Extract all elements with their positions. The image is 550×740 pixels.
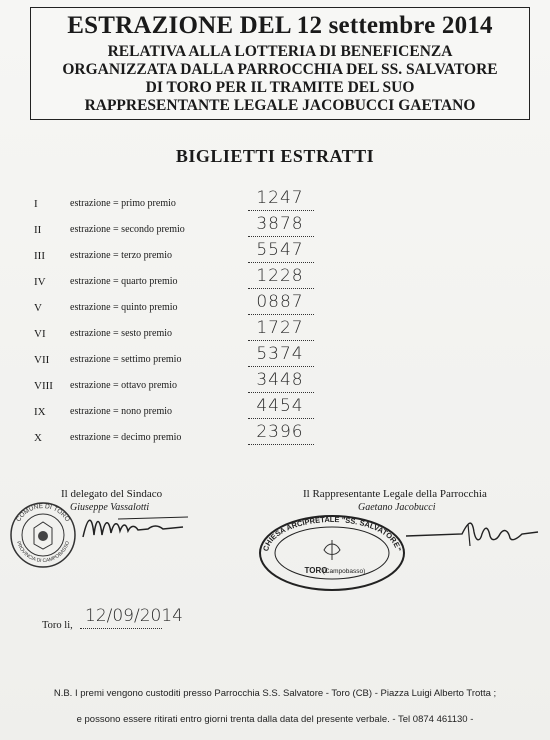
draw-ticket-number: 5374 [256, 344, 304, 364]
draw-roman-numeral: II [34, 224, 42, 236]
left-signature-name: Giuseppe Vassalotti [70, 502, 150, 513]
draw-roman-numeral: I [34, 198, 38, 210]
header-line-2: ORGANIZZATA DALLA PARROCCHIA DEL SS. SALVATORE [62, 61, 498, 78]
section-title: BIGLIETTI ESTRATTI [175, 146, 375, 166]
draw-roman-numeral: IV [34, 276, 46, 288]
draw-ticket-number: 4454 [256, 396, 304, 416]
draw-roman-numeral: VII [34, 354, 50, 366]
ticket-underline [248, 287, 314, 289]
draw-label: estrazione = decimo premio [70, 432, 182, 443]
draw-row [0, 318, 550, 344]
ticket-underline [248, 235, 314, 237]
draw-ticket-number: 1247 [256, 188, 304, 208]
draw-row [0, 214, 550, 240]
date-line [80, 628, 162, 629]
draw-label: estrazione = nono premio [70, 406, 172, 417]
draw-row [0, 188, 550, 214]
draw-row [0, 292, 550, 318]
parish-stamp-top-text: CHIESA ARCIPRETALE "SS. SALVATORE" [261, 514, 403, 553]
draw-ticket-number: 1727 [256, 318, 304, 338]
draw-ticket-number: 1228 [256, 266, 304, 286]
ticket-underline [248, 365, 314, 367]
header-title: ESTRAZIONE DEL 12 settembre 2014 [67, 12, 493, 39]
draw-label: estrazione = primo premio [70, 198, 176, 209]
comune-stamp [8, 500, 78, 570]
ticket-underline [248, 209, 314, 211]
left-signature-scribble [78, 505, 198, 545]
comune-stamp-bottom-text: PROVINCIA DI CAMPOBASSO [14, 540, 72, 565]
draw-row [0, 266, 550, 292]
draw-roman-numeral: X [34, 432, 42, 444]
ticket-underline [248, 391, 314, 393]
draw-ticket-number: 3448 [256, 370, 304, 390]
note-line-2: e possono essere ritirati entro giorni trenta dalla data del presente verbale. - Tel 0874 461130 - [76, 714, 474, 725]
ticket-underline [248, 339, 314, 341]
draw-row [0, 344, 550, 370]
draw-row [0, 240, 550, 266]
header-line-1: RELATIVA ALLA LOTTERIA DI BENEFICENZA [107, 43, 453, 60]
parish-stamp [258, 514, 406, 592]
draw-label: estrazione = ottavo premio [70, 380, 177, 391]
draw-roman-numeral: V [34, 302, 42, 314]
draw-ticket-number: 3878 [256, 214, 304, 234]
ticket-underline [248, 261, 314, 263]
handwritten-date: 12/09/2014 [85, 606, 183, 626]
comune-stamp-top-text: COMUNE DI TORO [15, 502, 71, 524]
draw-row [0, 396, 550, 422]
draw-row [0, 422, 550, 448]
draw-label: estrazione = settimo premio [70, 354, 182, 365]
ticket-underline [248, 313, 314, 315]
parish-stamp-sub-text: (Campobasso) [322, 568, 366, 575]
note-line-1: N.B. I premi vengono custoditi presso Parrocchia S.S. Salvatore - Toro (CB) - Piazza Luigi Alberto Trotta ; [53, 688, 497, 699]
draw-roman-numeral: III [34, 250, 45, 262]
draw-label: estrazione = quarto premio [70, 276, 178, 287]
draw-ticket-number: 5547 [256, 240, 304, 260]
draw-label: estrazione = secondo premio [70, 224, 185, 235]
right-signature-scribble [402, 512, 542, 552]
draw-roman-numeral: IX [34, 406, 46, 418]
draw-label: estrazione = quinto premio [70, 302, 178, 313]
place-label: Toro li, [42, 620, 73, 631]
header-line-3: DI TORO PER IL TRAMITE DEL SUO [145, 79, 415, 96]
draw-ticket-number: 0887 [256, 292, 304, 312]
parish-stamp-bottom-text: TORO [304, 566, 328, 575]
header-box [30, 7, 530, 120]
ticket-underline [248, 443, 314, 445]
right-signature-name: Gaetano Jacobucci [358, 502, 436, 513]
draw-label: estrazione = terzo premio [70, 250, 172, 261]
header-line-4: RAPPRESENTANTE LEGALE JACOBUCCI GAETANO [84, 97, 476, 114]
right-signature-label: Il Rappresentante Legale della Parrocchia [303, 488, 487, 500]
ticket-underline [248, 417, 314, 419]
draw-label: estrazione = sesto premio [70, 328, 172, 339]
draw-ticket-number: 2396 [256, 422, 304, 442]
draw-roman-numeral: VI [34, 328, 46, 340]
draw-roman-numeral: VIII [34, 380, 53, 392]
left-signature-label: Il delegato del Sindaco [61, 488, 163, 500]
draw-row [0, 370, 550, 396]
